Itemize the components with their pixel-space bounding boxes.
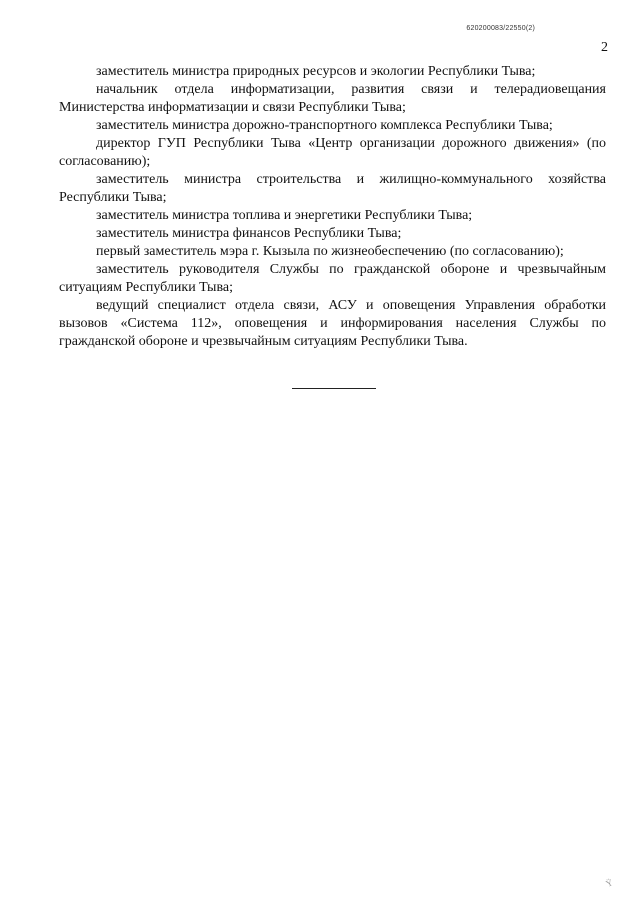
paragraph: заместитель министра дорожно-транспортного комплекса Республики Тыва; (96, 118, 553, 133)
document-code: 620200083/22550(2) (466, 25, 535, 32)
paragraph: заместитель министра финансов Республики Тыва; (96, 226, 402, 241)
document-body (59, 63, 606, 351)
paragraph: заместитель руководителя Службы по гражданской обороне и чрезвычайным ситуациям Республики Тыва; (59, 262, 606, 295)
paragraph: первый заместитель мэра г. Кызыла по жизнеобеспечению (по согласованию); (96, 244, 564, 259)
separator-line (292, 388, 376, 389)
paragraph: ведущий специалист отдела связи, АСУ и оповещения Управления обработки вызовов «Система 112», оповещения и информирования населения Службы по гражданской обороне и чрезвычайным ситуациям Республики Тыва. (59, 298, 606, 349)
paragraph: заместитель министра топлива и энергетики Республики Тыва; (96, 208, 473, 223)
paragraph: директор ГУП Республики Тыва «Центр организации дорожного движения» (по согласованию); (59, 136, 606, 169)
page-number: 2 (601, 40, 608, 55)
paragraph: начальник отдела информатизации, развития связи и телерадиовещания Министерства информатизации и связи Республики Тыва; (59, 82, 606, 115)
paragraph: заместитель министра строительства и жилищно-коммунального хозяйства Республики Тыва; (59, 172, 606, 205)
paragraph: заместитель министра природных ресурсов и экологии Республики Тыва; (96, 64, 536, 79)
corner-mark: Ÿ (604, 877, 615, 889)
